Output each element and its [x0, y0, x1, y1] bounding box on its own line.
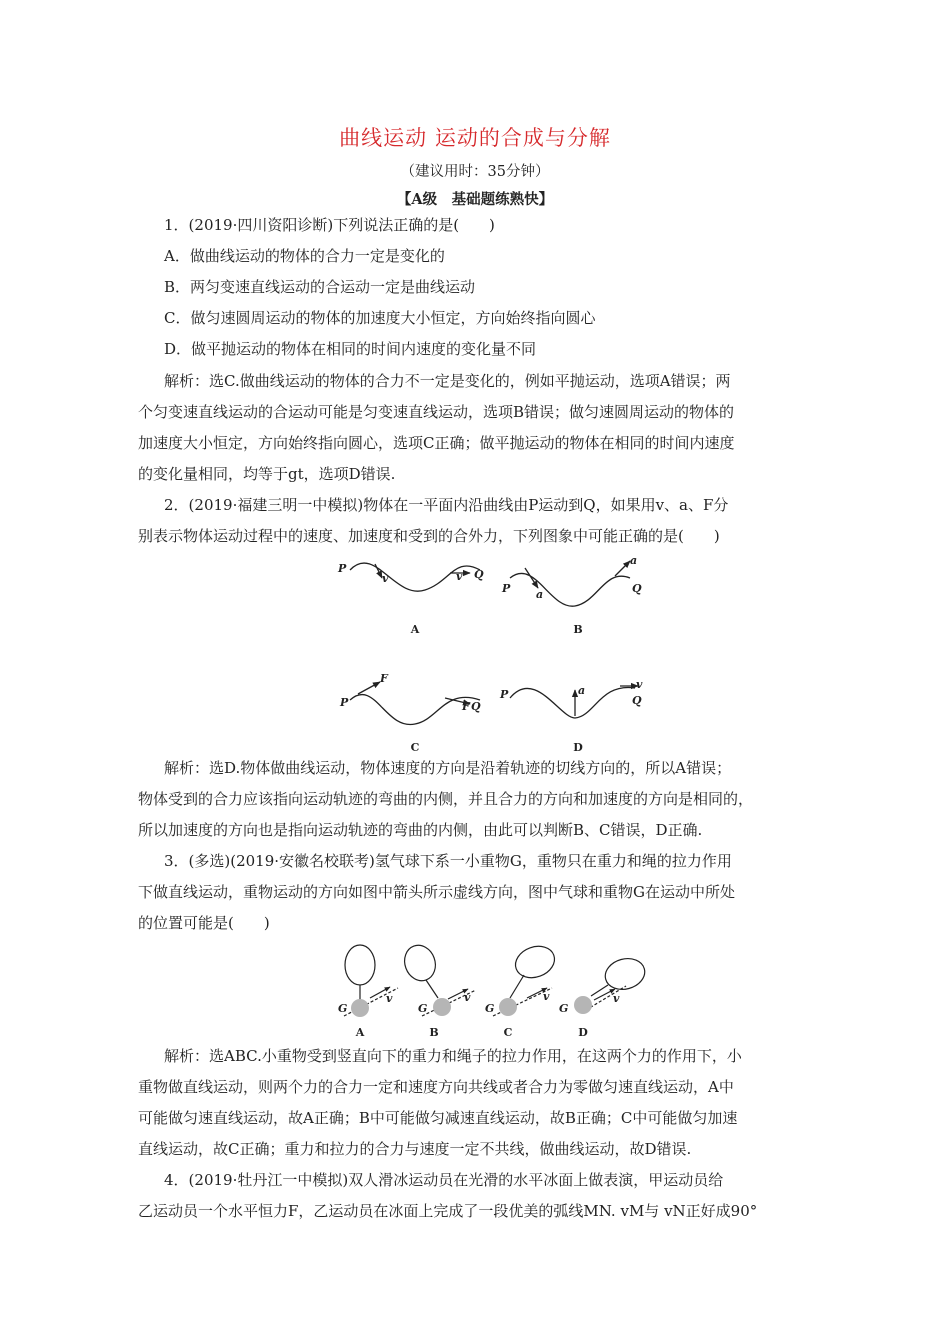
q2-analysis-line: 解析：选D.物体做曲线运动，物体速度的方向是沿着轨迹的切线方向的，所以A错误； — [164, 759, 732, 777]
q1-analysis-line: 个匀变速直线运动的合运动可能是匀变速直线运动，选项B错误；做匀速圆周运动的物体的 — [138, 403, 735, 421]
q1-analysis-line: 解析：选C.做曲线运动的物体的合力不一定是变化的，例如平抛运动，选项A错误；两 — [164, 372, 731, 390]
q2-b-p-label: P — [502, 582, 511, 595]
q2-analysis-line: 物体受到的合力应该指向运动轨迹的弯曲的内侧，并且合力的方向和加速度的方向是相同的， — [138, 790, 754, 808]
q2-a-v1-label: v — [382, 572, 389, 585]
q3-stem-line: 下做直线运动，重物运动的方向如图中箭头所示虚线方向，图中气球和重物G在运动中所处 — [138, 883, 735, 901]
q2-a-p-label: P — [338, 562, 347, 575]
q3-option-label: C — [503, 1026, 513, 1039]
q1-analysis-line: 加速度大小恒定，方向始终指向圆心，选项C正确；做平抛运动的物体在相同的时间内速度 — [138, 434, 735, 452]
q3-option-label: B — [429, 1026, 439, 1039]
q4-stem-line: 4．(2019·牡丹江一中模拟)双人滑冰运动员在光滑的水平冰面上做表演，甲运动员给 — [164, 1171, 724, 1189]
q2-figure — [330, 548, 650, 758]
q2-c-p-label: P — [340, 696, 349, 709]
q2-option-label: C — [410, 741, 420, 754]
q3-weight-c — [499, 998, 517, 1016]
q1-option-c: C．做匀速圆周运动的物体的加速度大小恒定，方向始终指向圆心 — [164, 309, 596, 327]
q2-d-v-label: v — [636, 678, 643, 691]
q3-g-label: G — [485, 1002, 495, 1015]
q3-weight-a — [351, 999, 369, 1017]
q2-a-q-label: Q — [474, 568, 484, 581]
q3-analysis-line: 重物做直线运动，则两个力的合力一定和速度方向共线或者合力为零做匀速直线运动，A中 — [138, 1078, 734, 1096]
q2-stem-line: 别表示物体运动过程中的速度、加速度和受到的合外力，下列图象中可能正确的是( ) — [138, 527, 720, 545]
q3-option-label: D — [578, 1026, 588, 1039]
q3-weight-b — [433, 998, 451, 1016]
q1-stem: 1．(2019·四川资阳诊断)下列说法正确的是( ) — [164, 216, 495, 234]
q2-analysis-line: 所以加速度的方向也是指向运动轨迹的弯曲的内侧，由此可以判断B、C错误，D正确. — [138, 821, 703, 839]
q4-stem-line: 乙运动员一个水平恒力F，乙运动员在冰面上完成了一段优美的弧线MN. vM与 vN正好成90° — [138, 1202, 758, 1220]
q2-d-a-label: a — [578, 684, 586, 697]
suggested-time: （建议用时：35分钟） — [400, 164, 550, 180]
q3-figure — [330, 938, 650, 1043]
q2-option-label: B — [573, 623, 583, 636]
q1-option-a: A．做曲线运动的物体的合力一定是变化的 — [164, 247, 445, 265]
q2-c-f1-label: F — [380, 672, 388, 685]
page-title: 曲线运动 运动的合成与分解 — [339, 126, 611, 150]
q3-v-label: v — [543, 990, 550, 1003]
q2-b-a1-label: a — [536, 588, 544, 601]
q2-option-label: D — [573, 741, 583, 754]
q3-v-label: v — [613, 992, 620, 1005]
q2-c-q-label: Q — [471, 700, 481, 713]
q2-a-v2-label: v — [456, 570, 463, 583]
q3-g-label: G — [418, 1002, 428, 1015]
q2-d-p-label: P — [500, 688, 509, 701]
q3-stem-line: 3．(多选)(2019·安徽名校联考)氢气球下系一小重物G，重物只在重力和绳的拉力作用 — [164, 852, 732, 870]
level-heading: 【A级 基础题练熟快】 — [396, 191, 554, 208]
q1-option-d: D．做平抛运动的物体在相同的时间内速度的变化量不同 — [164, 340, 537, 358]
q2-c-f2-label: F — [462, 700, 470, 713]
q3-analysis-line: 直线运动，故C正确；重力和拉力的合力与速度一定不共线，做曲线运动，故D错误. — [138, 1140, 692, 1158]
q3-option-label: A — [355, 1026, 365, 1039]
q3-g-label: G — [338, 1002, 348, 1015]
q1-analysis-line: 的变化量相同，均等于gt，选项D错误. — [138, 465, 396, 483]
q3-analysis-line: 可能做匀速直线运动，故A正确；B中可能做匀减速直线运动，故B正确；C中可能做匀加速 — [138, 1109, 738, 1127]
q2-stem-line: 2．(2019·福建三明一中模拟)物体在一平面内沿曲线由P运动到Q，如果用v、a、F分 — [164, 496, 729, 514]
q2-b-q-label: Q — [632, 582, 642, 595]
q2-option-label: A — [410, 623, 420, 636]
q3-weight-d — [574, 996, 592, 1014]
q2-b-a2-label: a — [630, 554, 638, 567]
q3-v-label: v — [464, 991, 471, 1004]
q3-stem-line: 的位置可能是( ) — [138, 914, 270, 932]
q2-d-q-label: Q — [632, 694, 642, 707]
q3-g-label: G — [559, 1002, 569, 1015]
q3-v-label: v — [386, 992, 393, 1005]
q3-analysis-line: 解析：选ABC.小重物受到竖直向下的重力和绳子的拉力作用，在这两个力的作用下，小 — [164, 1047, 742, 1065]
q1-option-b: B．两匀变速直线运动的合运动一定是曲线运动 — [164, 278, 476, 296]
